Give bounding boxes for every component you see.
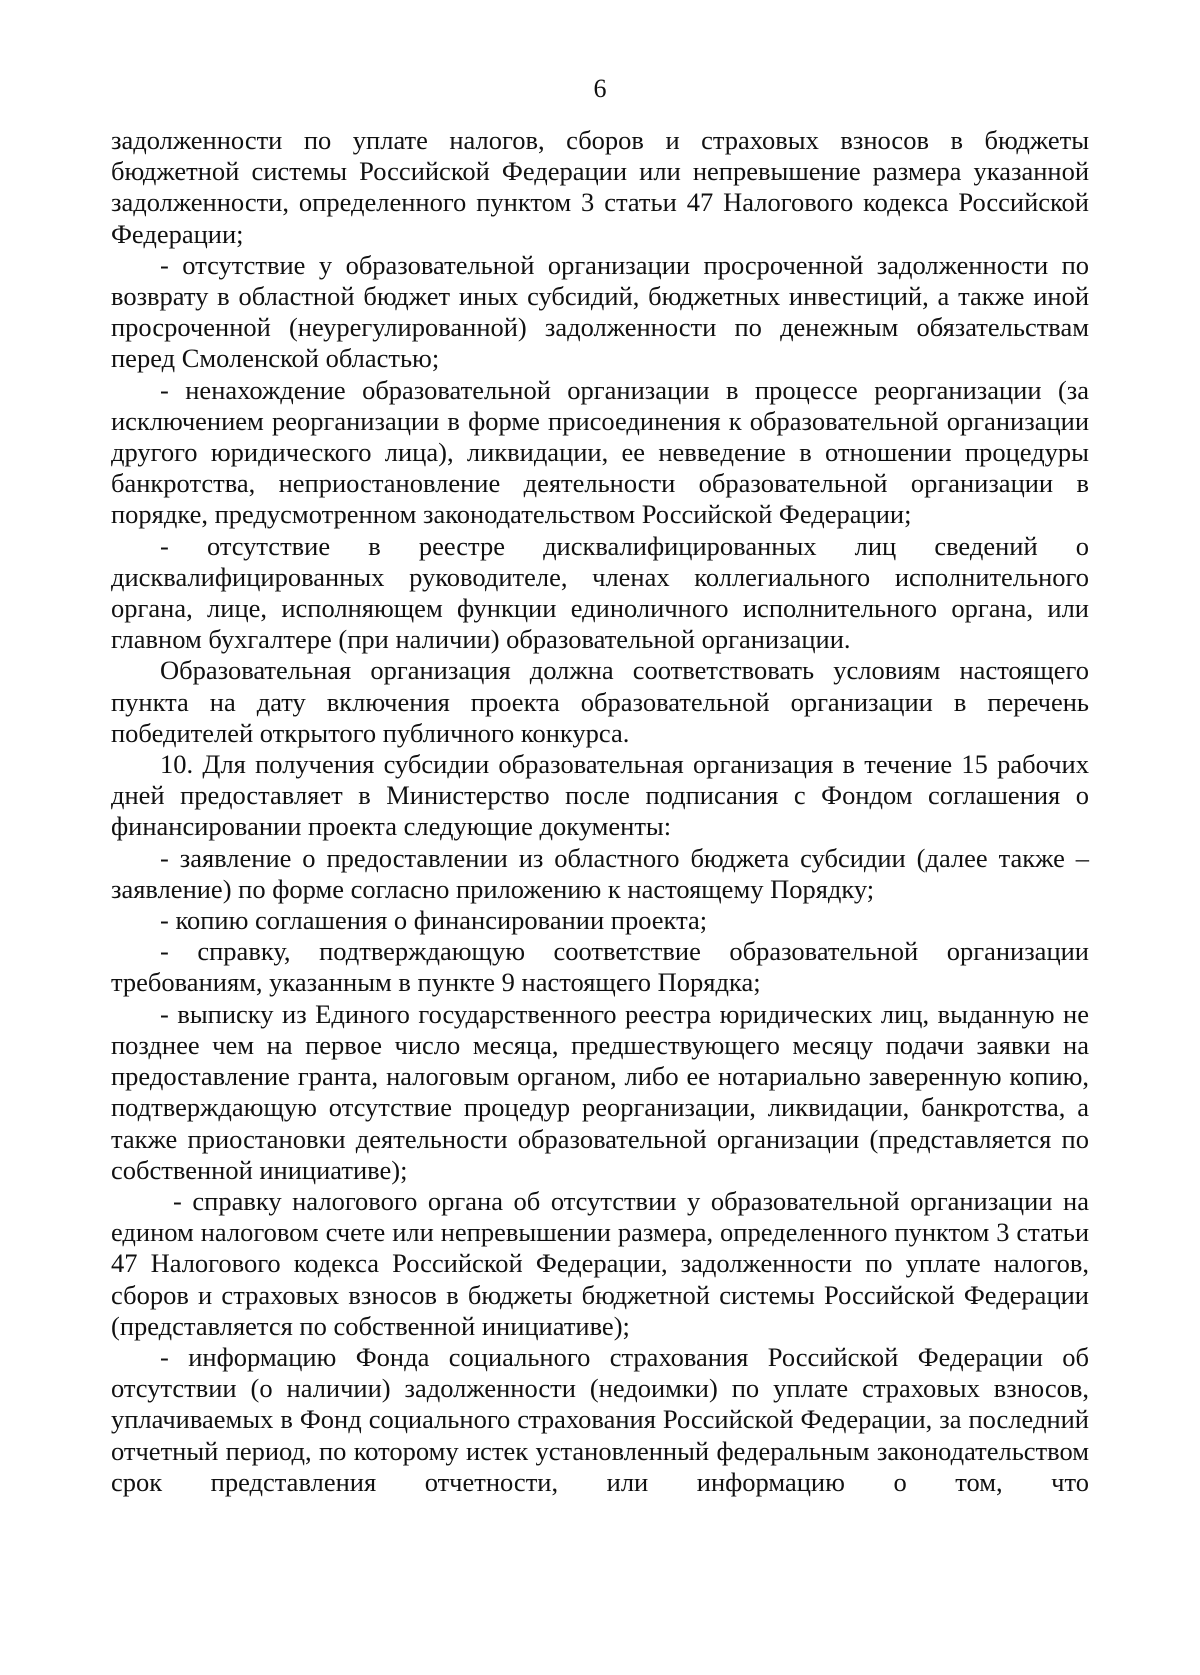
paragraph-application: - заявление о предоставлении из областного бюджета субсидии (далее также – заявление) по форме согласно приложению к настоящему Порядку; — [111, 842, 1089, 904]
paragraph-social-insurance-info: - информацию Фонда социального страхования Российской Федерации об отсутствии (о наличии) задолженности (недоимки) по уплате страховых взносов, уплачиваемых в Фонд социального страхования Российской Федерации, за последний отчетный период, по которому истек установленный федеральным законодательством срок представления отчетности, или информацию о том, что — [111, 1341, 1089, 1497]
document-body — [111, 125, 1089, 1498]
paragraph-no-disqualified-persons: - отсутствие в реестре дисквалифицированных лиц сведений о дисквалифицированных руководителе, членах коллегиального исполнительного органа, лице, исполняющем функции единоличного исполнительного органа, или главном бухгалтере (при наличии) образовательной организации. — [111, 530, 1089, 655]
paragraph-no-overdue-debt: - отсутствие у образовательной организации просроченной задолженности по возврату в областной бюджет иных субсидий, бюджетных инвестиций, а также иной просроченной (неурегулированной) задолженности по денежным обязательствам перед Смоленской областью; — [111, 249, 1089, 374]
paragraph-agreement-copy: - копию соглашения о финансировании проекта; — [160, 905, 708, 936]
paragraph-continuation: задолженности по уплате налогов, сборов и страховых взносов в бюджеты бюджетной системы Российской Федерации или непревышение размера указанной задолженности, определенного пунктом 3 статьи 47 Налогового кодекса Российской Федерации; — [111, 125, 1089, 249]
paragraph-compliance-date: Образовательная организация должна соответствовать условиям настоящего пункта на дату включения проекта образовательной организации в перечень победителей открытого публичного конкурса. — [111, 655, 1089, 748]
paragraph-compliance-certificate: - справку, подтверждающую соответствие образовательной организации требованиям, указанным в пункте 9 настоящего Порядка; — [111, 936, 1089, 998]
paragraph-tax-certificate: - справку налогового органа об отсутствии у образовательной организации на едином налоговом счете или непревышении размера, определенного пунктом 3 статьи 47 Налогового кодекса Российской Федерации, задолженности по уплате налогов, сборов и страховых взносов в бюджеты бюджетной системы Российской Федерации (представляется по собственной инициативе); — [111, 1185, 1089, 1341]
paragraph-item-10: 10. Для получения субсидии образовательная организация в течение 15 рабочих дней предоставляет в Министерство после подписания с Фондом соглашения о финансировании проекта следующие документы: — [111, 749, 1089, 842]
page-number: 6 — [593, 74, 607, 103]
paragraph-no-reorganization: - ненахождение образовательной организации в процессе реорганизации (за исключением реорганизации в форме присоединения к образовательной организации другого юридического лица), ликвидации, ее невведение в отношении процедуры банкротства, неприостановление деятельности образовательной организации в порядке, предусмотренном законодательством Российской Федерации; — [111, 374, 1089, 530]
paragraph-registry-extract: - выписку из Единого государственного реестра юридических лиц, выданную не позднее чем на первое число месяца, предшествующего месяцу подачи заявки на предоставление гранта, налоговым органом, либо ее нотариально заверенную копию, подтверждающую отсутствие процедур реорганизации, ликвидации, банкротства, а также приостановки деятельности образовательной организации (представляется по собственной инициативе); — [111, 998, 1089, 1185]
